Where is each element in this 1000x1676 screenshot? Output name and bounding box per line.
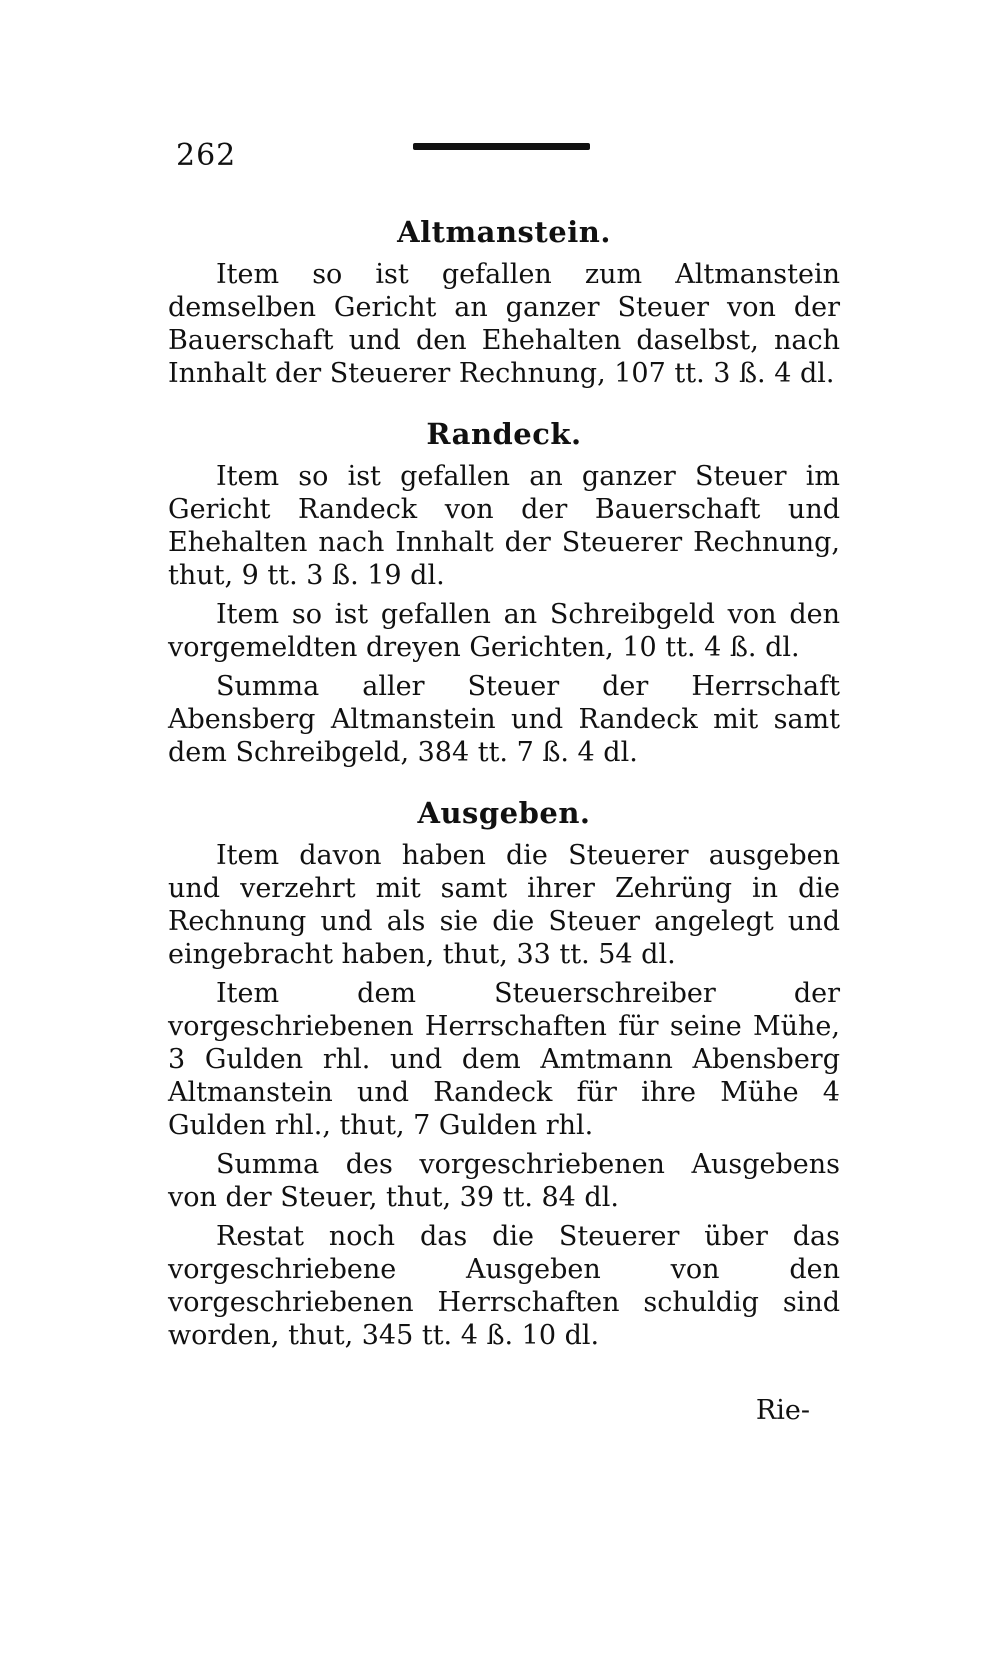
paragraph: Summa aller Steuer der Herrschaft Abensberg Altmanstein und Randeck mit samt dem Schreibgeld, 384 tt. 7 ß. 4 dl. [168,671,840,768]
page-number: 262 [176,138,237,173]
paragraph: Restat noch das die Steuerer über das vorgeschriebene Ausgeben von den vorgeschriebenen Herrschaften schuldig sind worden, thut, 345 tt. 4 ß. 10 dl. [168,1221,840,1351]
catchword: Rie- [755,1395,810,1426]
paragraph: Item davon haben die Steuerer ausgeben und verzehrt mit samt ihrer Zehrüng in die Rechnung und als sie die Steuer angelegt und eingebracht haben, thut, 33 tt. 54 dl. [168,840,840,970]
page-body [168,212,840,1352]
section-title: Randeck. [426,417,582,451]
section-randeck [168,414,840,769]
header-rule [413,143,590,150]
section-title: Altmanstein. [397,215,611,249]
section-altmanstein [168,212,840,390]
paragraph: Item so ist gefallen an ganzer Steuer im Gericht Randeck von der Bauerschaft und Ehehalten nach Innhalt der Steuerer Rechnung, thut, 9 tt. 3 ß. 19 dl. [168,461,840,591]
paragraph: Item dem Steuerschreiber der vorgeschriebenen Herrschaften für seine Mühe, 3 Gulden rhl. und dem Amtmann Abensberg Altmanstein und Randeck für ihre Mühe 4 Gulden rhl., thut, 7 Gulden rhl. [168,978,840,1141]
paragraph: Item so ist gefallen an Schreibgeld von den vorgemeldten dreyen Gerichten, 10 tt. 4 ß. dl. [168,599,840,663]
paragraph: Item so ist gefallen zum Altmanstein demselben Gericht an ganzer Steuer von der Bauerschaft und den Ehehalten daselbst, nach Innhalt der Steuerer Rechnung, 107 tt. 3 ß. 4 dl. [168,259,840,389]
section-ausgeben [168,793,840,1352]
paragraph: Summa des vorgeschriebenen Ausgebens von der Steuer, thut, 39 tt. 84 dl. [168,1149,840,1213]
section-title: Ausgeben. [417,796,591,830]
